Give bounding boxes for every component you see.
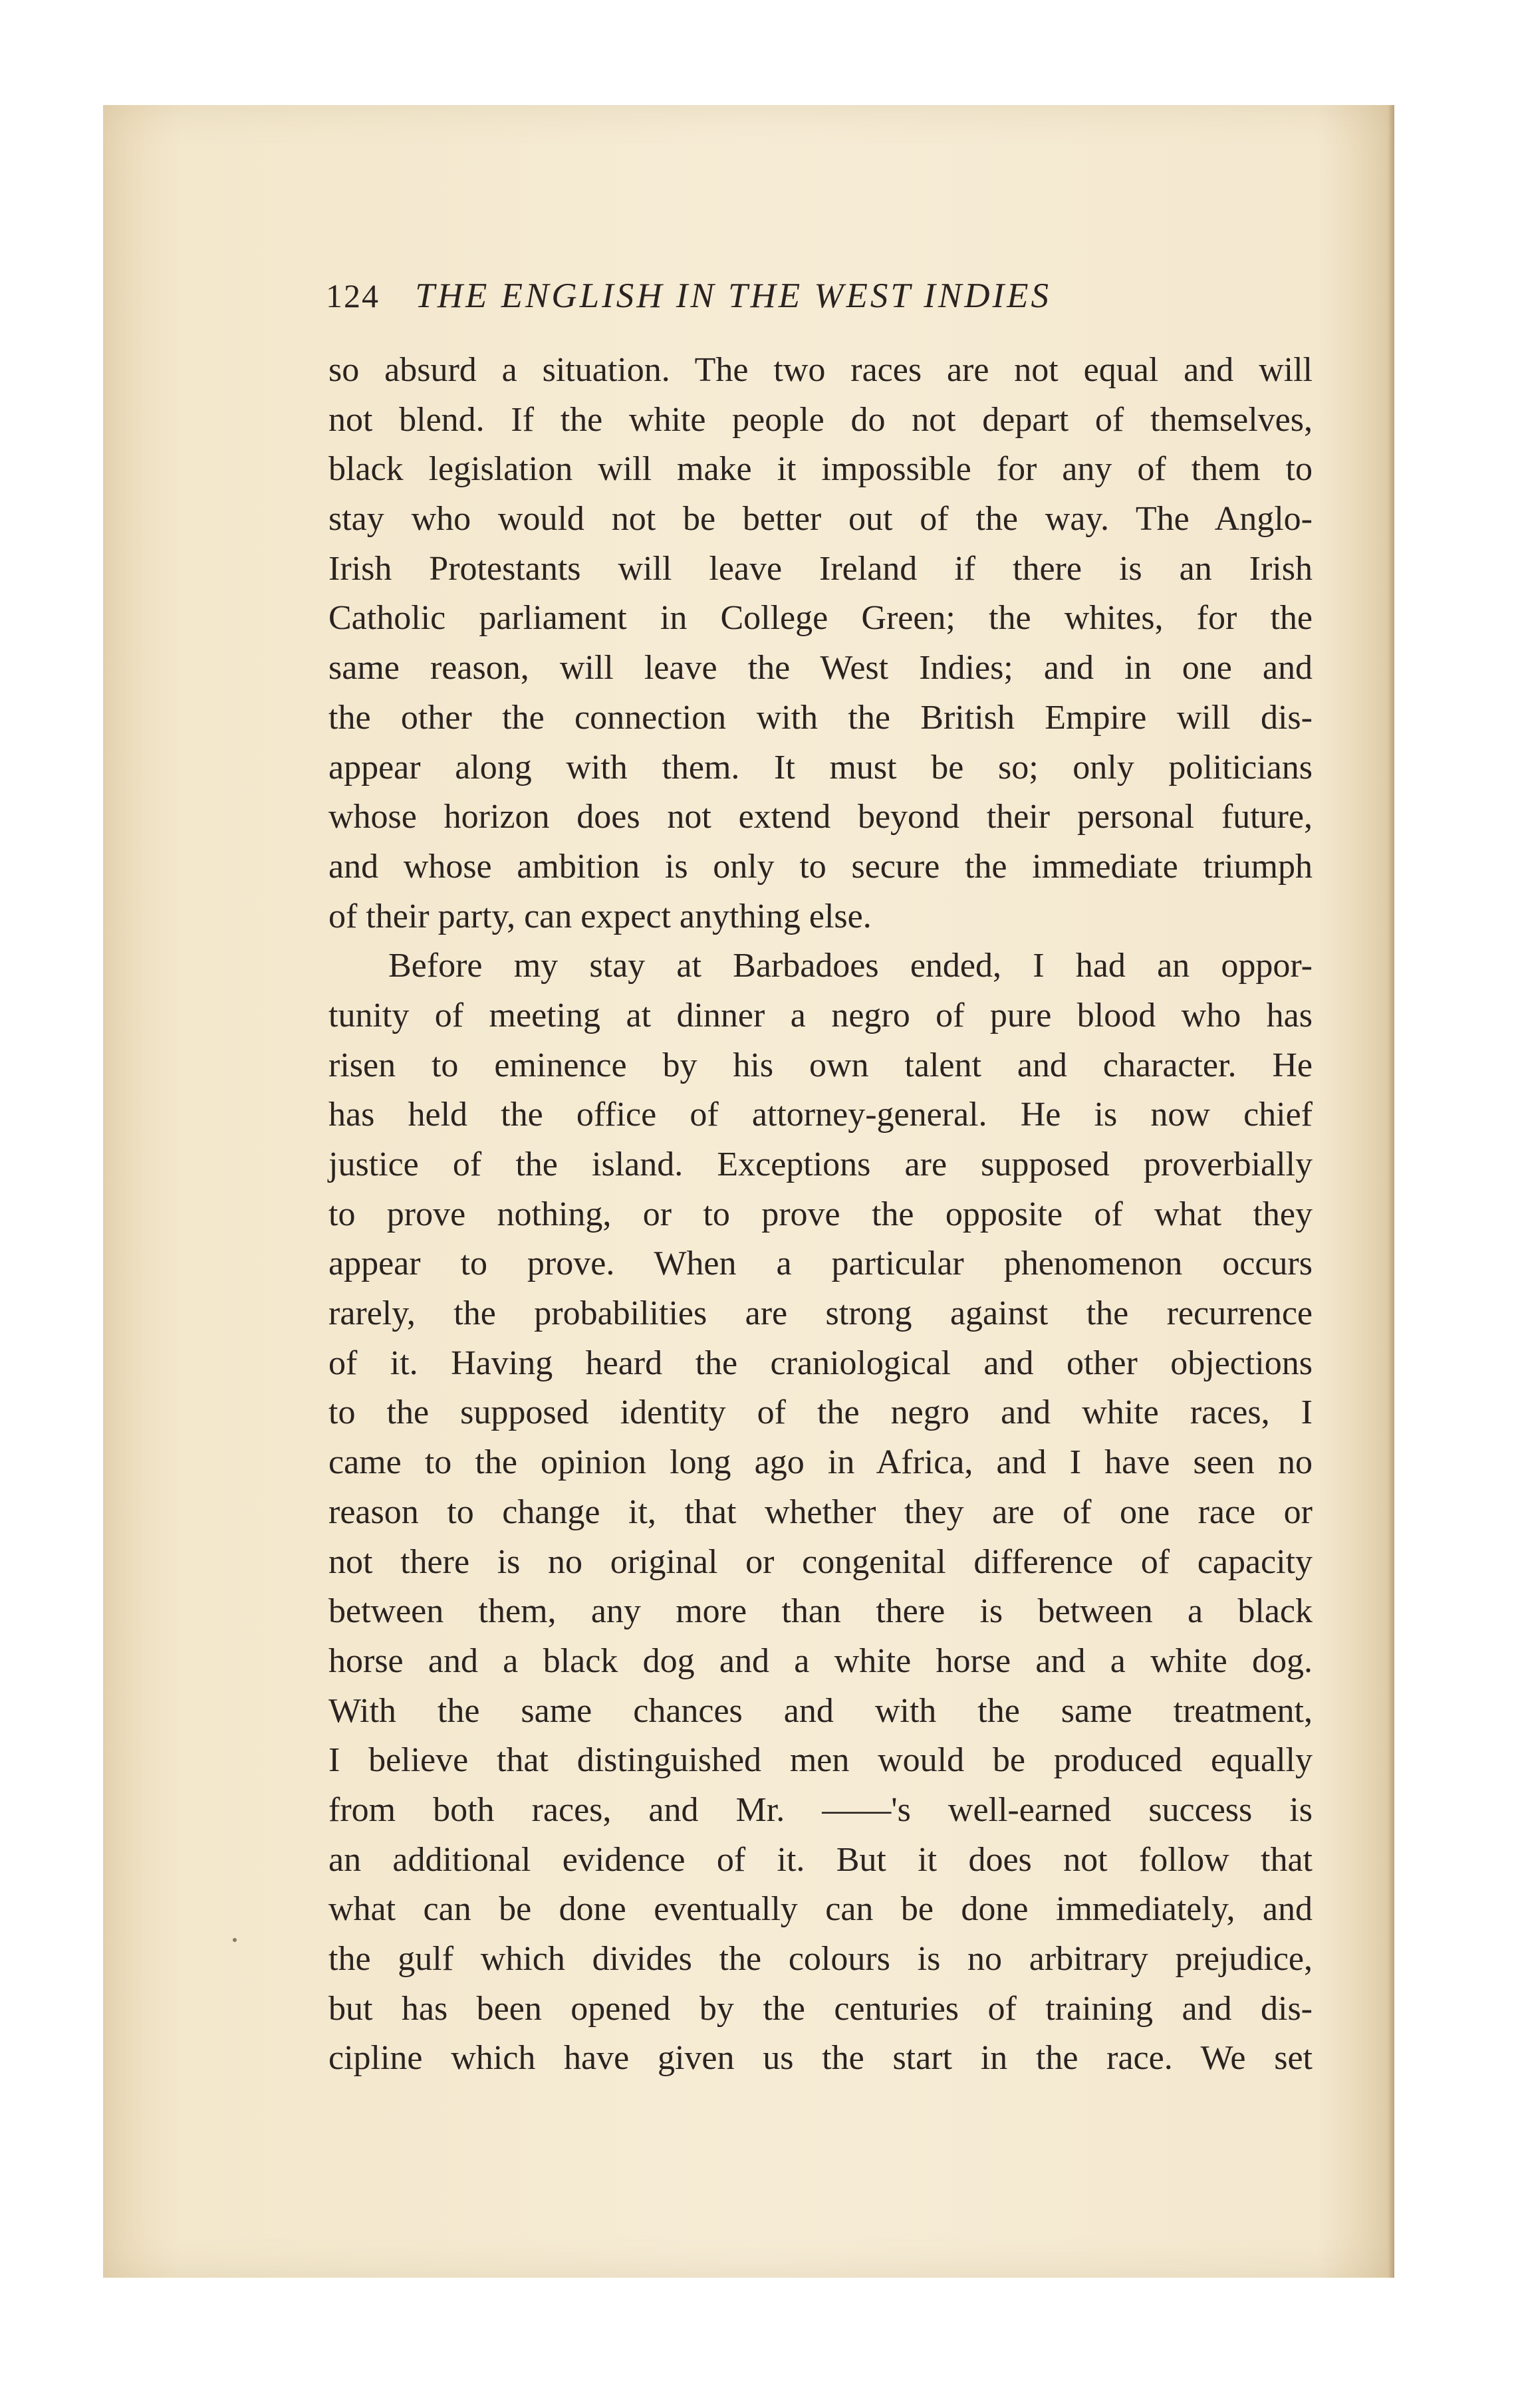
- page-header: [326, 269, 1310, 322]
- text-line: came to the opinion long ago in Africa, and I have seen no: [328, 1443, 1313, 1482]
- text-line: stay who would not be better out of the way. The Anglo-: [328, 500, 1313, 539]
- text-line: from both races, and Mr. ——'s well-earned success is: [328, 1790, 1313, 1829]
- text-line: to the supposed identity of the negro and white races, I: [328, 1393, 1313, 1432]
- text-line: so absurd a situation. The two races are not equal and will: [328, 351, 1313, 389]
- text-line: not there is no original or congenital difference of capacity: [328, 1542, 1313, 1581]
- text-line: tunity of meeting at dinner a negro of pure blood who has: [328, 996, 1313, 1034]
- text-line: and whose ambition is only to secure the immediate triumph: [328, 847, 1313, 886]
- text-line: but has been opened by the centuries of training and dis-: [328, 1989, 1313, 2028]
- text-line: whose horizon does not extend beyond their personal future,: [328, 798, 1313, 836]
- text-line: risen to eminence by his own talent and character. He: [328, 1046, 1313, 1084]
- text-line: same reason, will leave the West Indies; and in one and: [328, 649, 1313, 687]
- text-line: of it. Having heard the craniological and other objections: [328, 1344, 1313, 1382]
- ink-speck: [233, 1938, 237, 1942]
- text-line: horse and a black dog and a white horse and a white dog.: [328, 1641, 1313, 1680]
- text-line: not blend. If the white people do not depart of themselves,: [328, 400, 1313, 439]
- text-line: has held the office of attorney-general. He is now chief: [328, 1096, 1313, 1134]
- text-line: justice of the island. Exceptions are supposed proverbially: [328, 1145, 1313, 1183]
- paragraph-start-line: Before my stay at Barbadoes ended, I had an oppor-: [388, 947, 1313, 985]
- body-text: [328, 346, 1313, 2084]
- text-line: appear along with them. It must be so; only politicians: [328, 748, 1313, 786]
- text-line: the gulf which divides the colours is no arbitrary prejudice,: [328, 1940, 1313, 1978]
- text-line: Irish Protestants will leave Ireland if there is an Irish: [328, 549, 1313, 588]
- running-title: THE ENGLISH IN THE WEST INDIES: [415, 277, 1051, 315]
- text-line: I believe that distinguished men would be produced equally: [328, 1741, 1313, 1780]
- text-line: the other the connection with the British Empire will dis-: [328, 698, 1313, 737]
- page-number: 124: [326, 277, 380, 314]
- text-line: black legislation will make it impossible for any of them to: [328, 450, 1313, 489]
- text-line: between them, any more than there is between a black: [328, 1592, 1313, 1631]
- text-line: With the same chances and with the same treatment,: [328, 1691, 1313, 1730]
- text-line: Catholic parliament in College Green; the whites, for the: [328, 599, 1313, 638]
- text-line: an additional evidence of it. But it does not follow that: [328, 1840, 1313, 1879]
- text-line: appear to prove. When a particular phenomenon occurs: [328, 1245, 1313, 1283]
- text-line: reason to change it, that whether they are of one race or: [328, 1493, 1313, 1531]
- text-line: what can be done eventually can be done immediately, and: [328, 1890, 1313, 1929]
- paragraph-end-line: of their party, can expect anything else.: [328, 897, 872, 935]
- text-line: rarely, the probabilities are strong against the recurrence: [328, 1294, 1313, 1333]
- text-line: cipline which have given us the start in the race. We set: [328, 2039, 1313, 2078]
- text-line: to prove nothing, or to prove the opposite of what they: [328, 1195, 1313, 1233]
